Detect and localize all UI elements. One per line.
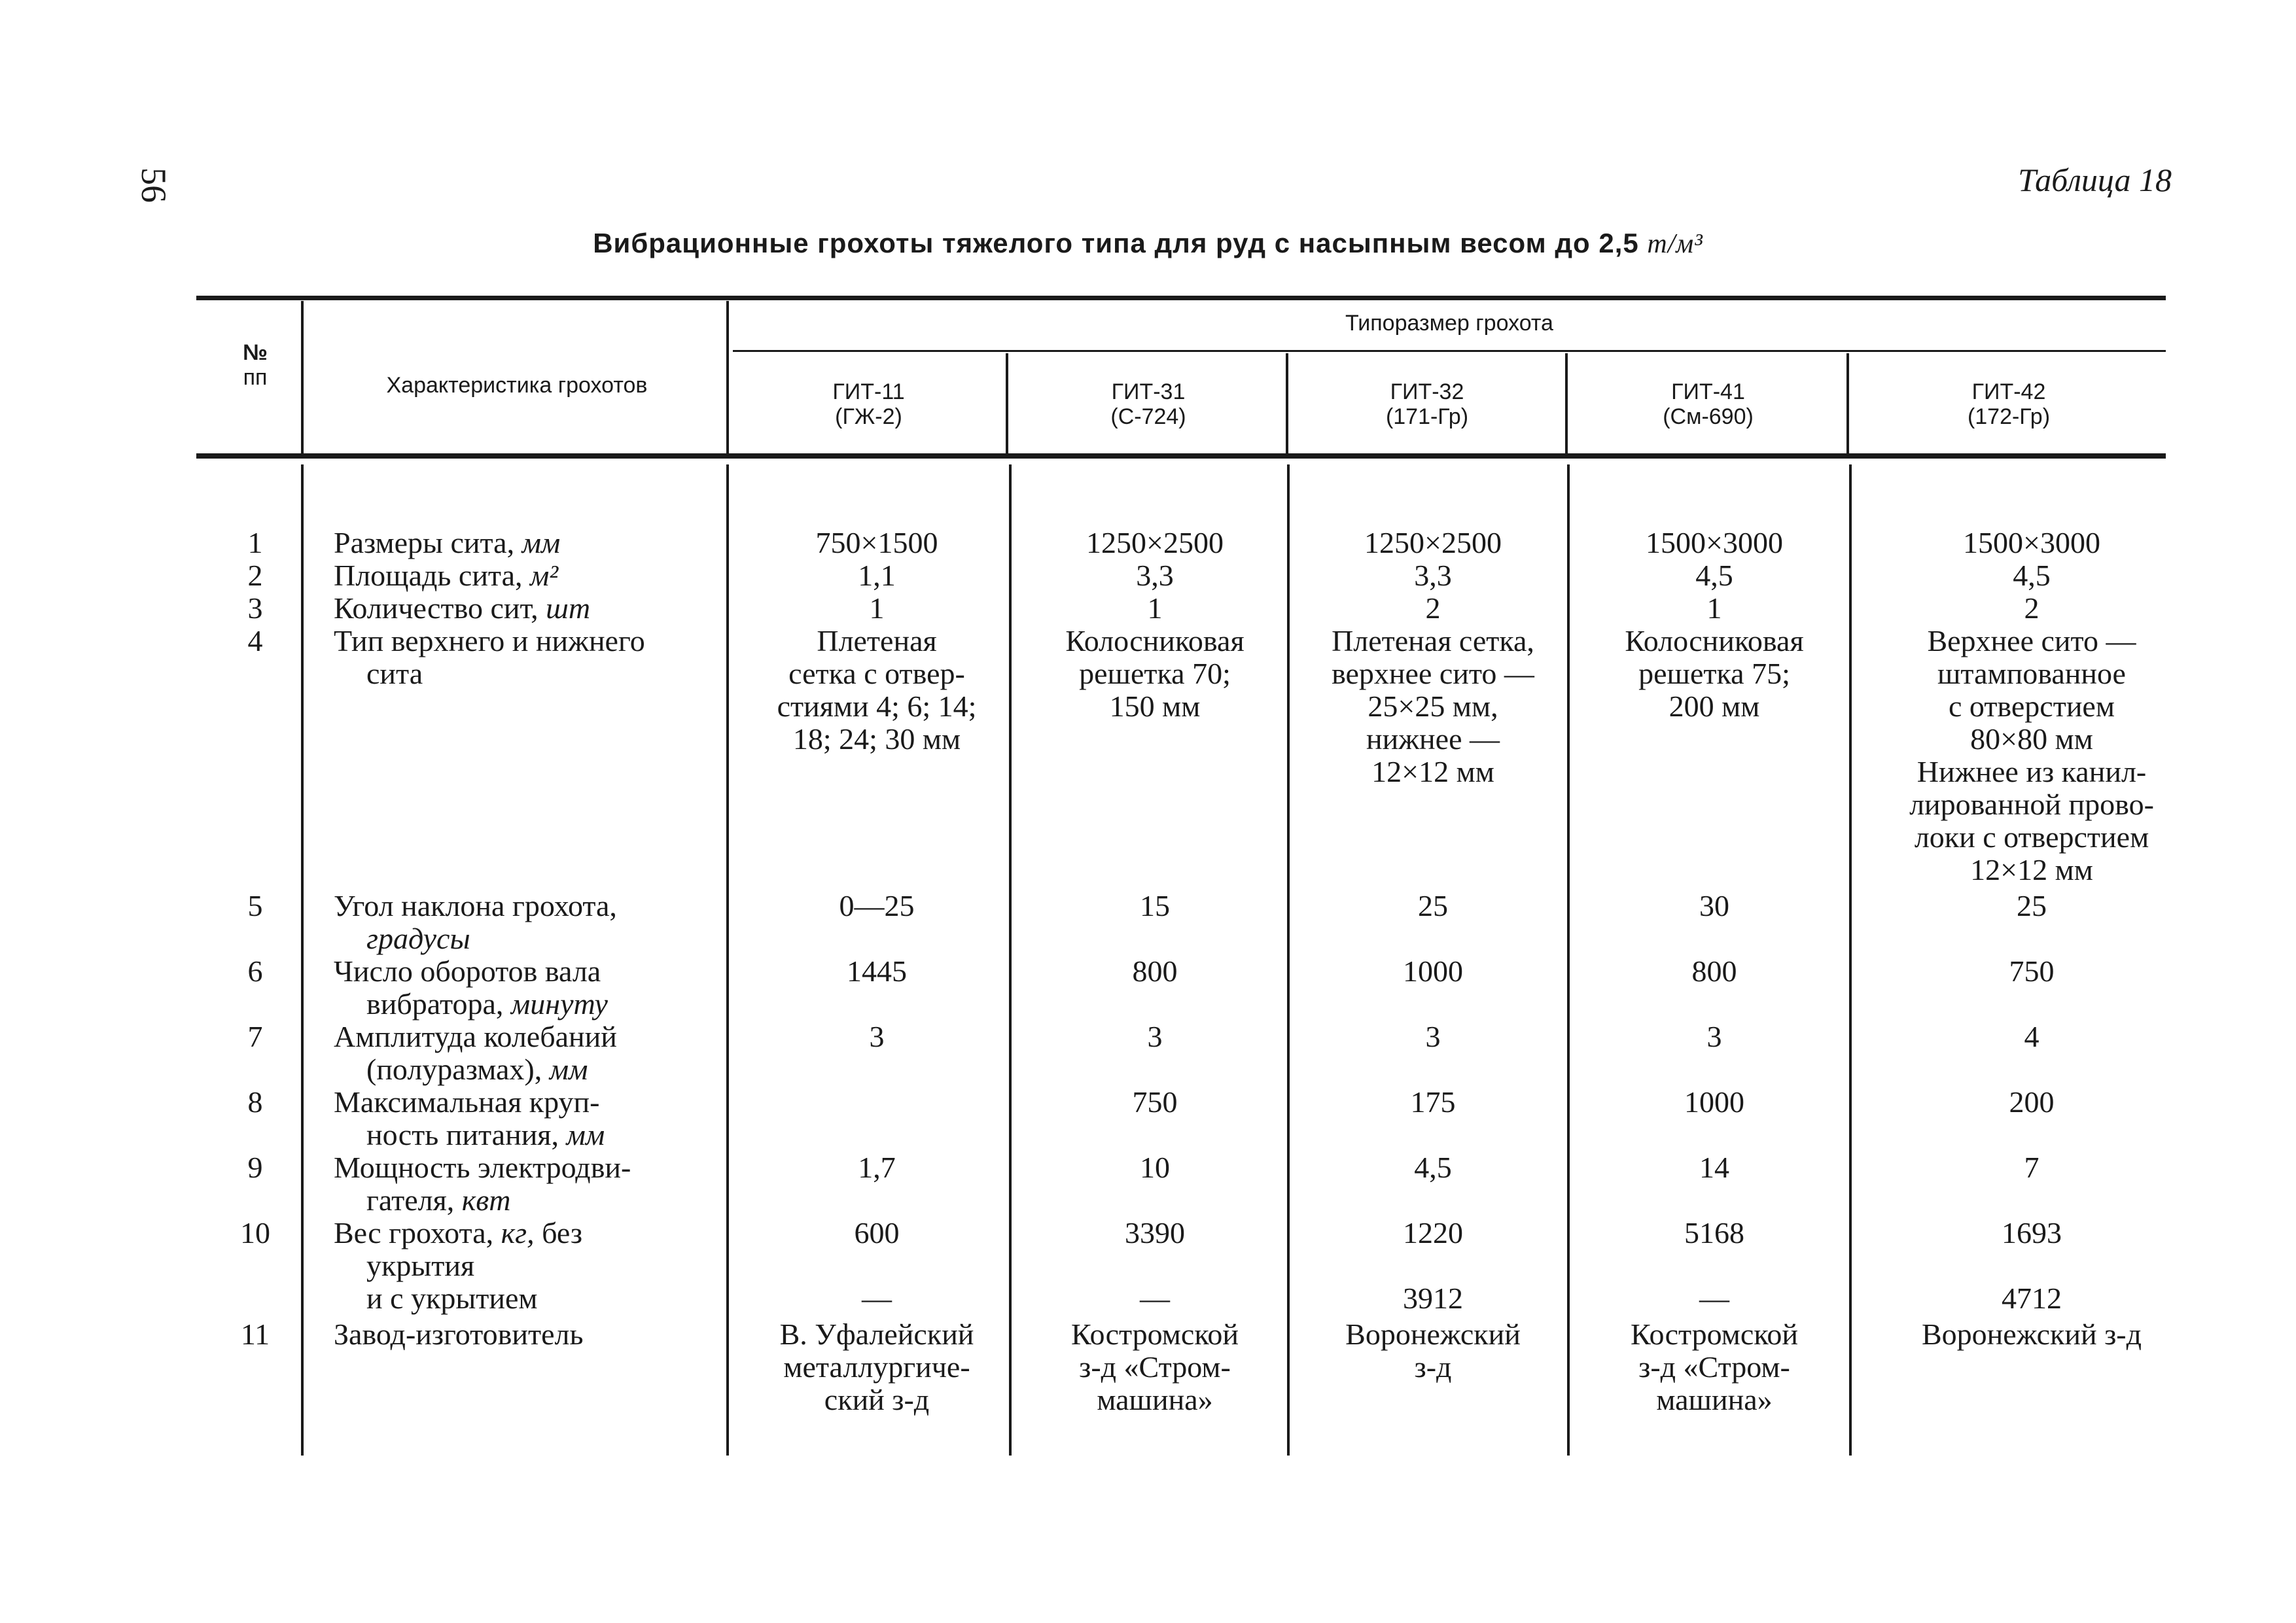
value-cell: 1,7 (858, 1151, 896, 1184)
header-model-5: ГИТ-42 (172-Гр) (1967, 379, 2051, 429)
value-cell: Костромской з-д «Стром- машина» (1631, 1318, 1798, 1416)
header-model-3: ГИТ-32 (171-Гр) (1385, 379, 1469, 429)
top-rule (196, 296, 2166, 300)
value-cell: 3 (1147, 1020, 1163, 1053)
value-cell: Воронежский з-д (1921, 1318, 2142, 1351)
value-cell: 800 (1132, 954, 1178, 988)
header-model-4: ГИТ-41 (См-690) (1663, 379, 1754, 429)
row-number: 1 (247, 526, 263, 559)
characteristic-label: Максимальная круп- ность питания, мм (334, 1085, 605, 1151)
header-characteristic: Характеристика грохотов (386, 373, 648, 398)
value-cell: 1250×2500 (1364, 526, 1502, 559)
value-cell: 3390 (1125, 1216, 1185, 1249)
value-cell-with-cover: 3912 (1403, 1282, 1463, 1315)
header-divider (1286, 353, 1288, 453)
row-number: 11 (240, 1318, 270, 1351)
header-divider (726, 301, 729, 453)
characteristic-label: Размеры сита, мм (334, 526, 561, 559)
value-cell-with-cover: — (862, 1282, 892, 1315)
page-number: 56 (134, 167, 173, 203)
value-cell: 3,3 (1414, 559, 1452, 592)
value-cell: 4 (2024, 1020, 2040, 1053)
value-cell: Колосниковая решетка 70; 150 мм (1065, 624, 1245, 723)
value-cell: 1000 (1684, 1085, 1744, 1119)
value-cell: 800 (1691, 954, 1737, 988)
table-title (0, 228, 2296, 260)
value-cell-with-cover: — (1140, 1282, 1170, 1315)
header-divider (301, 301, 304, 453)
value-cell: 3 (869, 1020, 885, 1053)
row-number: 10 (240, 1216, 270, 1249)
characteristic-label: Угол наклона грохота, градусы (334, 889, 617, 955)
value-cell-with-cover: — (1699, 1282, 1729, 1315)
characteristic-label: Количество сит, шт (334, 591, 591, 625)
table-label: Таблица 18 (2018, 162, 2172, 198)
value-cell: Колосниковая решетка 75; 200 мм (1625, 624, 1804, 723)
column-divider (726, 464, 729, 1456)
header-divider (1565, 353, 1568, 453)
value-cell: 4,5 (2013, 559, 2051, 592)
value-cell: Плетеная сетка с отвер- стиями 4; 6; 14; 18; 24; 30 мм (777, 624, 977, 756)
column-divider (301, 464, 304, 1456)
value-cell: 1220 (1403, 1216, 1463, 1249)
characteristic-label: Тип верхнего и нижнего сита (334, 624, 645, 690)
value-cell: 25 (2017, 889, 2047, 922)
value-cell: 15 (1140, 889, 1170, 922)
value-cell: 1,1 (858, 559, 896, 592)
row-number: 5 (247, 889, 263, 922)
row-number: 9 (247, 1151, 263, 1184)
value-cell: 4,5 (1414, 1151, 1452, 1184)
value-cell: 1250×2500 (1086, 526, 1224, 559)
header-model-2: ГИТ-31 (С-724) (1110, 379, 1186, 429)
characteristic-label: Завод-изготовитель (334, 1318, 584, 1351)
value-cell: 1 (1147, 591, 1163, 625)
value-cell: 1500×3000 (1646, 526, 1783, 559)
value-cell: 1445 (847, 954, 907, 988)
characteristic-label: Число оборотов вала вибратора, минуту (334, 954, 608, 1021)
header-model-1: ГИТ-11 (ГЖ-2) (832, 379, 905, 429)
row-number: 7 (247, 1020, 263, 1053)
value-cell: Плетеная сетка, верхнее сито — 25×25 мм, нижнее — 12×12 мм (1332, 624, 1534, 788)
value-cell: 7 (2024, 1151, 2040, 1184)
value-cell: 750×1500 (815, 526, 938, 559)
characteristic-label: Мощность электродви- гателя, квт (334, 1151, 631, 1217)
value-cell: 1 (869, 591, 885, 625)
header-group: Типоразмер грохота (1345, 311, 1553, 336)
value-cell-with-cover: 4712 (2002, 1282, 2062, 1315)
row-number: 6 (247, 954, 263, 988)
characteristic-label: Амплитуда колебаний (полуразмах), мм (334, 1020, 617, 1086)
value-cell: 25 (1418, 889, 1448, 922)
value-cell: 3 (1425, 1020, 1441, 1053)
value-cell: 1693 (2002, 1216, 2062, 1249)
group-rule (733, 350, 2166, 352)
value-cell: 1 (1706, 591, 1722, 625)
value-cell: 2 (2024, 591, 2040, 625)
value-cell: 4,5 (1695, 559, 1733, 592)
value-cell: 750 (2009, 954, 2055, 988)
header-bottom-rule (196, 453, 2166, 459)
value-cell: 5168 (1684, 1216, 1744, 1249)
value-cell: 30 (1699, 889, 1729, 922)
value-cell: Костромской з-д «Стром- машина» (1071, 1318, 1239, 1416)
value-cell: Воронежский з-д (1345, 1318, 1521, 1384)
value-cell: В. Уфалейский металлургиче- ский з-д (779, 1318, 974, 1416)
value-cell: 175 (1410, 1085, 1456, 1119)
value-cell: 1500×3000 (1963, 526, 2100, 559)
value-cell: 0—25 (839, 889, 915, 922)
characteristic-label: Площадь сита, м² (334, 559, 559, 592)
row-number: 3 (247, 591, 263, 625)
value-cell: 750 (1132, 1085, 1178, 1119)
value-cell: Верхнее сито — штампованное с отверстием 80×80 мм Нижнее из канил- лированной прово- локи с отверстием 12×12 мм (1909, 624, 2154, 886)
value-cell: 3 (1706, 1020, 1722, 1053)
row-number: 8 (247, 1085, 263, 1119)
header-num: № пп (243, 340, 268, 390)
value-cell: 600 (854, 1216, 900, 1249)
row-number: 2 (247, 559, 263, 592)
value-cell: 1000 (1403, 954, 1463, 988)
value-cell: 14 (1699, 1151, 1729, 1184)
title-unit: т/м³ (1647, 229, 1703, 259)
value-cell: 10 (1140, 1151, 1170, 1184)
row-number: 4 (247, 624, 263, 657)
title-text: Вибрационные грохоты тяжелого типа для руд с насыпным весом до 2,5 (593, 228, 1639, 258)
value-cell: 200 (2009, 1085, 2055, 1119)
characteristic-label: Вес грохота, кг, без укрытия и с укрытием (334, 1216, 583, 1315)
value-cell: 3,3 (1136, 559, 1174, 592)
value-cell: 2 (1425, 591, 1441, 625)
